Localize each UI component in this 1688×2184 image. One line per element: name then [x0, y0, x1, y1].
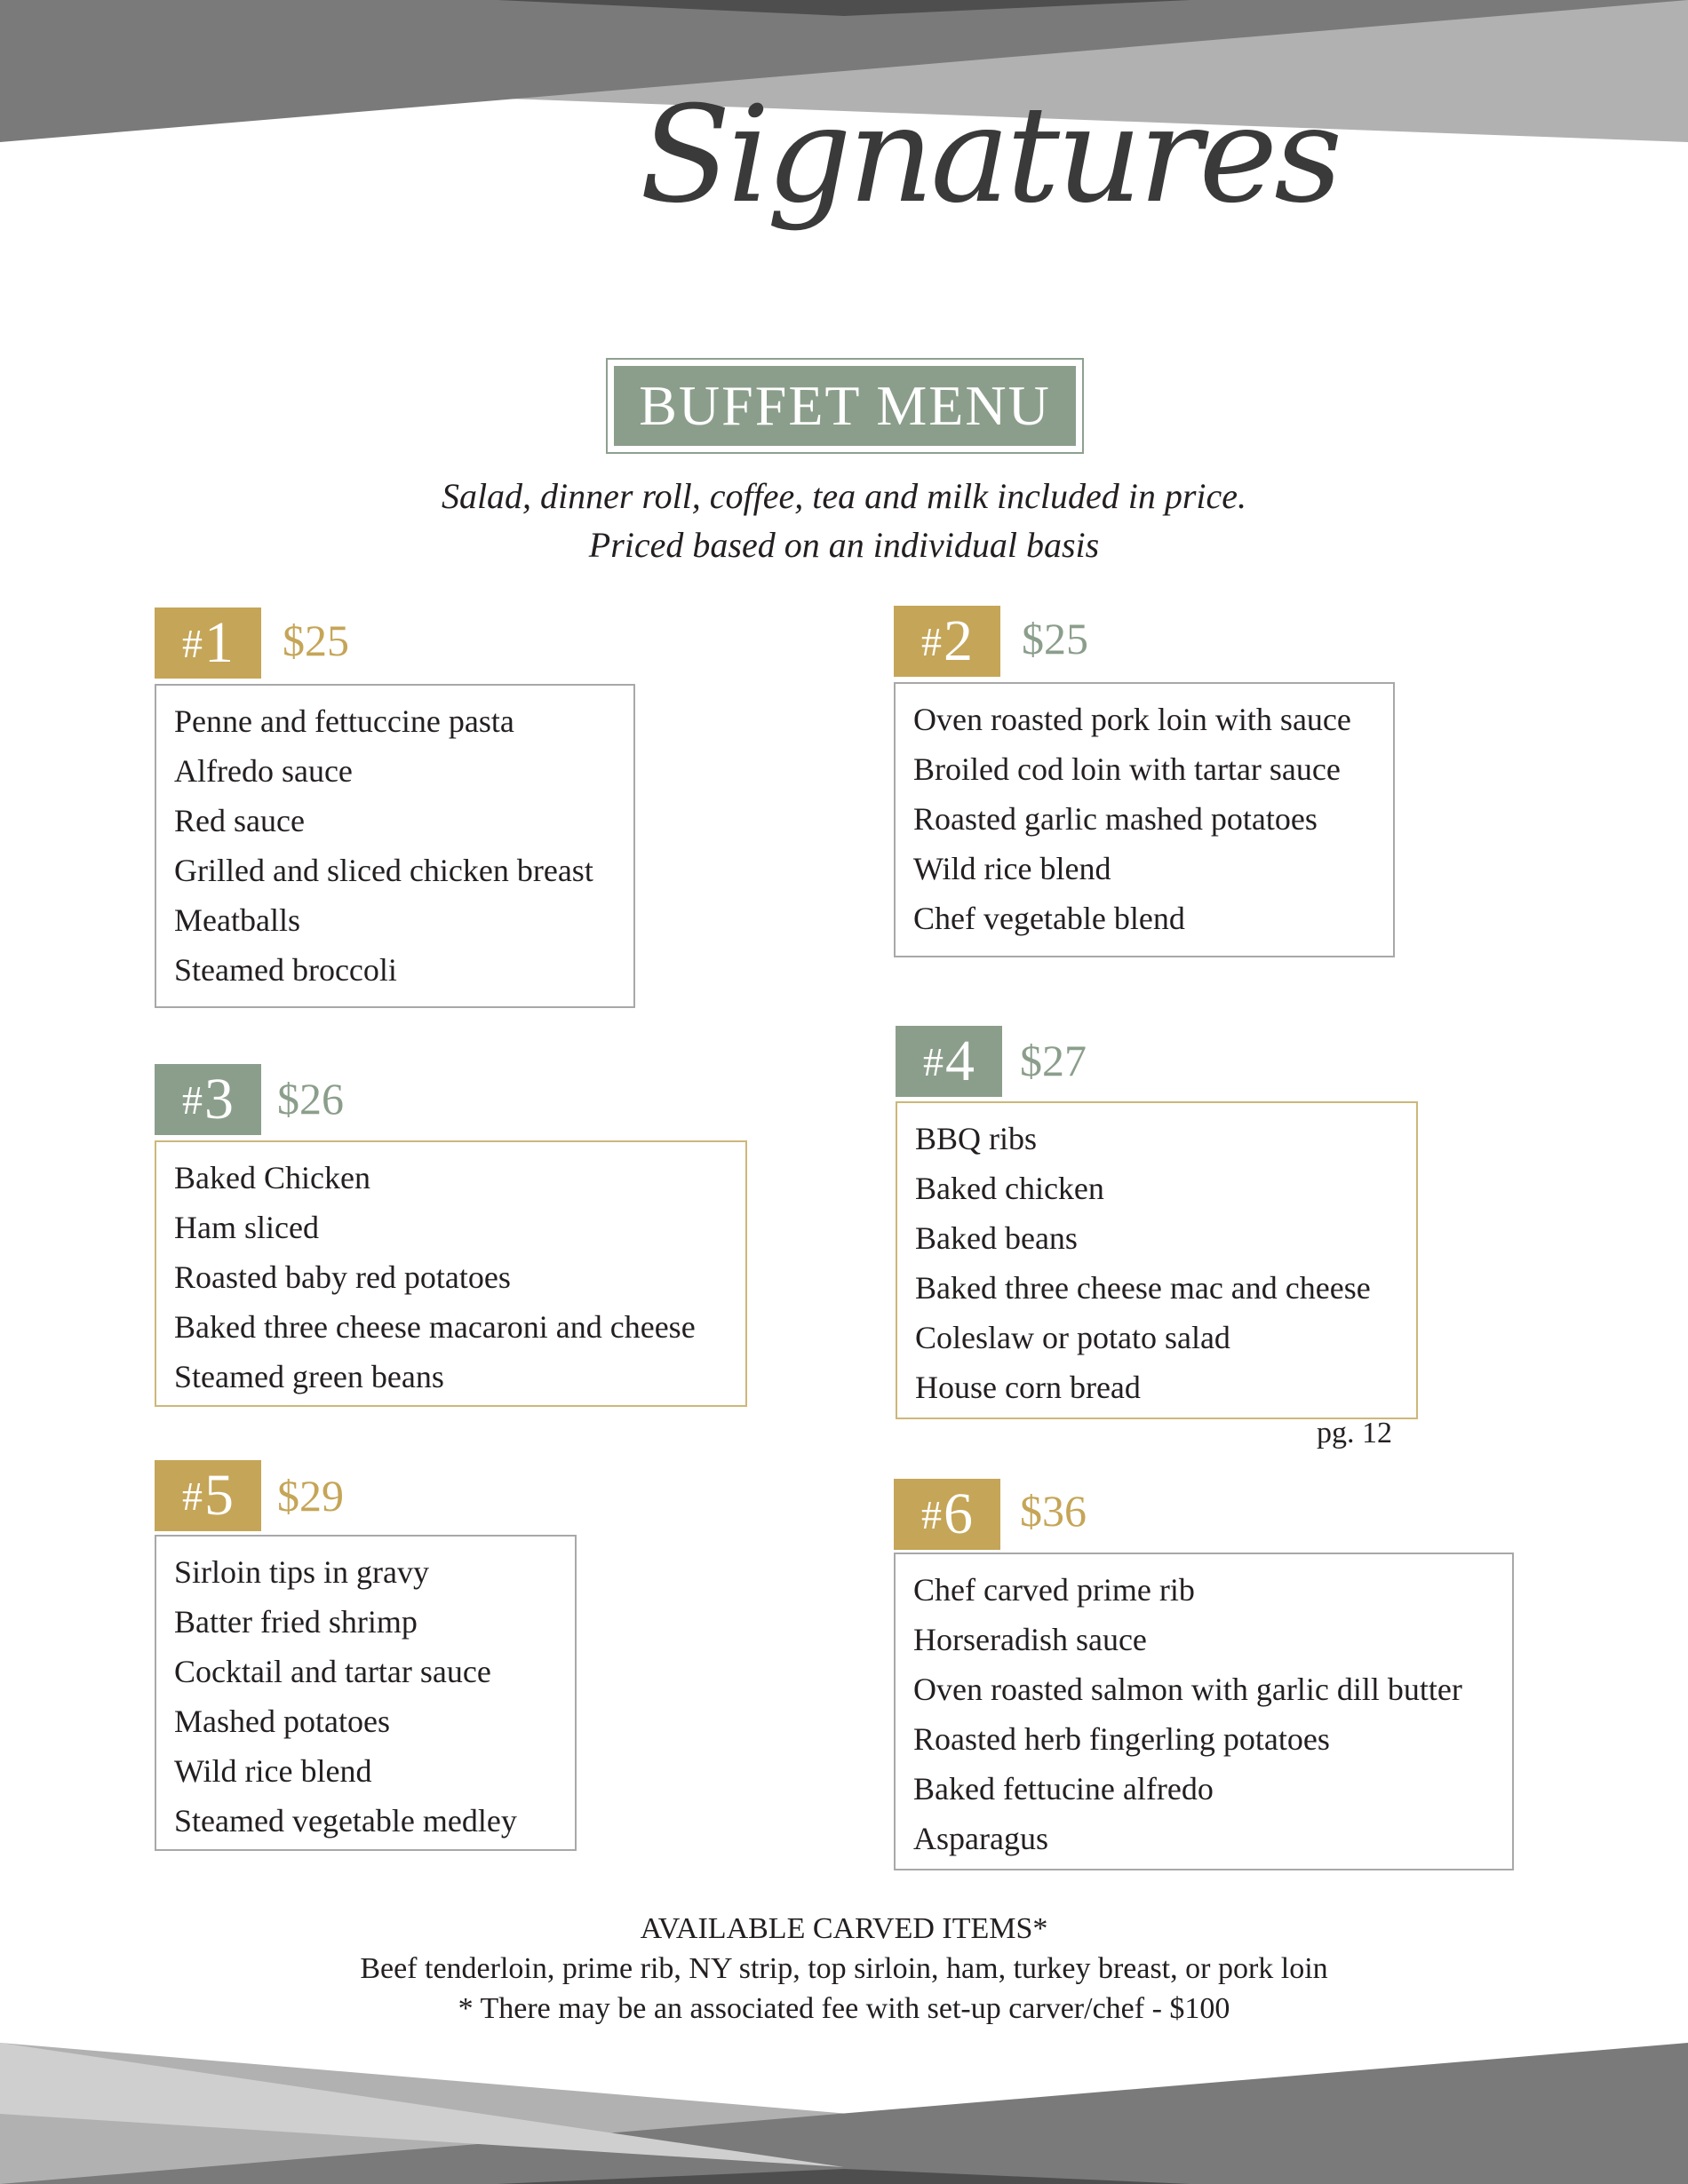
page-title: BUFFET MENU [614, 366, 1076, 446]
menu-5-number-tag [155, 1460, 261, 1531]
menu-5-number: 5 [204, 1463, 234, 1528]
menu-2-number: 2 [944, 608, 973, 673]
menu-6-number-tag [894, 1479, 1000, 1550]
menu-1-item: Grilled and sliced chicken breast [174, 853, 593, 888]
menu-4-item: Baked chicken [915, 1171, 1104, 1206]
menu-5-item: Mashed potatoes [174, 1704, 390, 1739]
menu-3-price: $26 [277, 1074, 344, 1124]
menu-5-item: Steamed vegetable medley [174, 1803, 517, 1839]
menu-4-item: House corn bread [915, 1370, 1141, 1405]
menu-2-item: Wild rice blend [913, 851, 1111, 886]
menu-3-item: Baked Chicken [174, 1160, 370, 1195]
menu-6-item: Horseradish sauce [913, 1622, 1147, 1657]
menu-5-items-box [155, 1535, 577, 1851]
menu-4-items-box [896, 1101, 1418, 1419]
menu-1-item: Alfredo sauce [174, 753, 353, 789]
menu-4-item: Coleslaw or potato salad [915, 1320, 1230, 1355]
menu-4-number: 4 [945, 1028, 975, 1093]
menu-1-number-tag [155, 608, 261, 679]
subtitle-line-2: Priced based on an individual basis [588, 525, 1100, 565]
menu-6-item: Baked fettucine alfredo [913, 1771, 1214, 1807]
menu-5-price: $29 [277, 1471, 344, 1521]
menu-1-items-box [155, 684, 635, 1008]
carved-items-heading: AVAILABLE CARVED ITEMS* [640, 1912, 1048, 1945]
menu-5-item: Cocktail and tartar sauce [174, 1654, 491, 1689]
menu-3-items-box [155, 1140, 747, 1407]
carved-items-list: Beef tenderloin, prime rib, NY strip, top sirloin, ham, turkey breast, or pork loin [360, 1952, 1328, 1985]
menu-3-number: 3 [204, 1067, 234, 1132]
subtitle-line-1: Salad, dinner roll, coffee, tea and milk included in price. [441, 476, 1247, 516]
menu-1-item: Meatballs [174, 902, 300, 938]
menu-6-item: Asparagus [913, 1821, 1048, 1856]
menu-6-number: 6 [944, 1481, 973, 1546]
menu-4-item: BBQ ribs [915, 1121, 1038, 1156]
menu-4-price: $27 [1020, 1036, 1087, 1085]
menu-3-item: Roasted baby red potatoes [174, 1259, 511, 1295]
menu-1-price: $25 [283, 615, 349, 665]
menu-1-item: Red sauce [174, 803, 305, 838]
carver-fee-note: * There may be an associated fee with set-up carver/chef - $100 [458, 1992, 1230, 2025]
page-number: pg. 12 [1317, 1417, 1392, 1449]
menu-2-item: Oven roasted pork loin with sauce [913, 702, 1351, 737]
menu-5-item: Sirloin tips in gravy [174, 1554, 429, 1590]
menu-3-item: Steamed green beans [174, 1359, 444, 1394]
menu-1-item: Penne and fettuccine pasta [174, 703, 514, 739]
menu-2-item: Chef vegetable blend [913, 901, 1185, 936]
menu-1-hash: # [182, 620, 203, 666]
menu-6-price: $36 [1020, 1486, 1087, 1536]
menu-6-item: Oven roasted salmon with garlic dill butter [913, 1672, 1462, 1707]
menu-5-item: Batter fried shrimp [174, 1604, 418, 1640]
title-frame [606, 358, 1084, 454]
menu-2-item: Broiled cod loin with tartar sauce [913, 751, 1341, 787]
menu-5-hash: # [182, 1473, 203, 1519]
menu-6-item: Chef carved prime rib [913, 1572, 1195, 1608]
menu-2-item: Roasted garlic mashed potatoes [913, 801, 1318, 837]
menu-3-item: Baked three cheese macaroni and cheese [174, 1309, 696, 1345]
menu-2-price: $25 [1022, 614, 1088, 663]
signatures-logo: Signatures [640, 78, 1340, 233]
menu-2-number-tag [894, 606, 1000, 677]
menu-2-items-box [894, 682, 1395, 957]
menu-1-number: 1 [204, 610, 234, 675]
menu-5-item: Wild rice blend [174, 1753, 372, 1789]
menu-4-item: Baked beans [915, 1220, 1078, 1256]
menu-3-item: Ham sliced [174, 1210, 319, 1245]
menu-1-item: Steamed broccoli [174, 952, 397, 988]
menu-4-number-tag [896, 1026, 1002, 1097]
menu-6-item: Roasted herb fingerling potatoes [913, 1721, 1330, 1757]
menu-4-hash: # [923, 1038, 944, 1084]
menu-2-hash: # [921, 618, 942, 664]
menu-4-item: Baked three cheese mac and cheese [915, 1270, 1371, 1306]
menu-3-number-tag [155, 1064, 261, 1135]
menu-6-hash: # [921, 1491, 942, 1537]
menu-3-hash: # [182, 1076, 203, 1123]
menu-6-items-box [894, 1553, 1514, 1870]
